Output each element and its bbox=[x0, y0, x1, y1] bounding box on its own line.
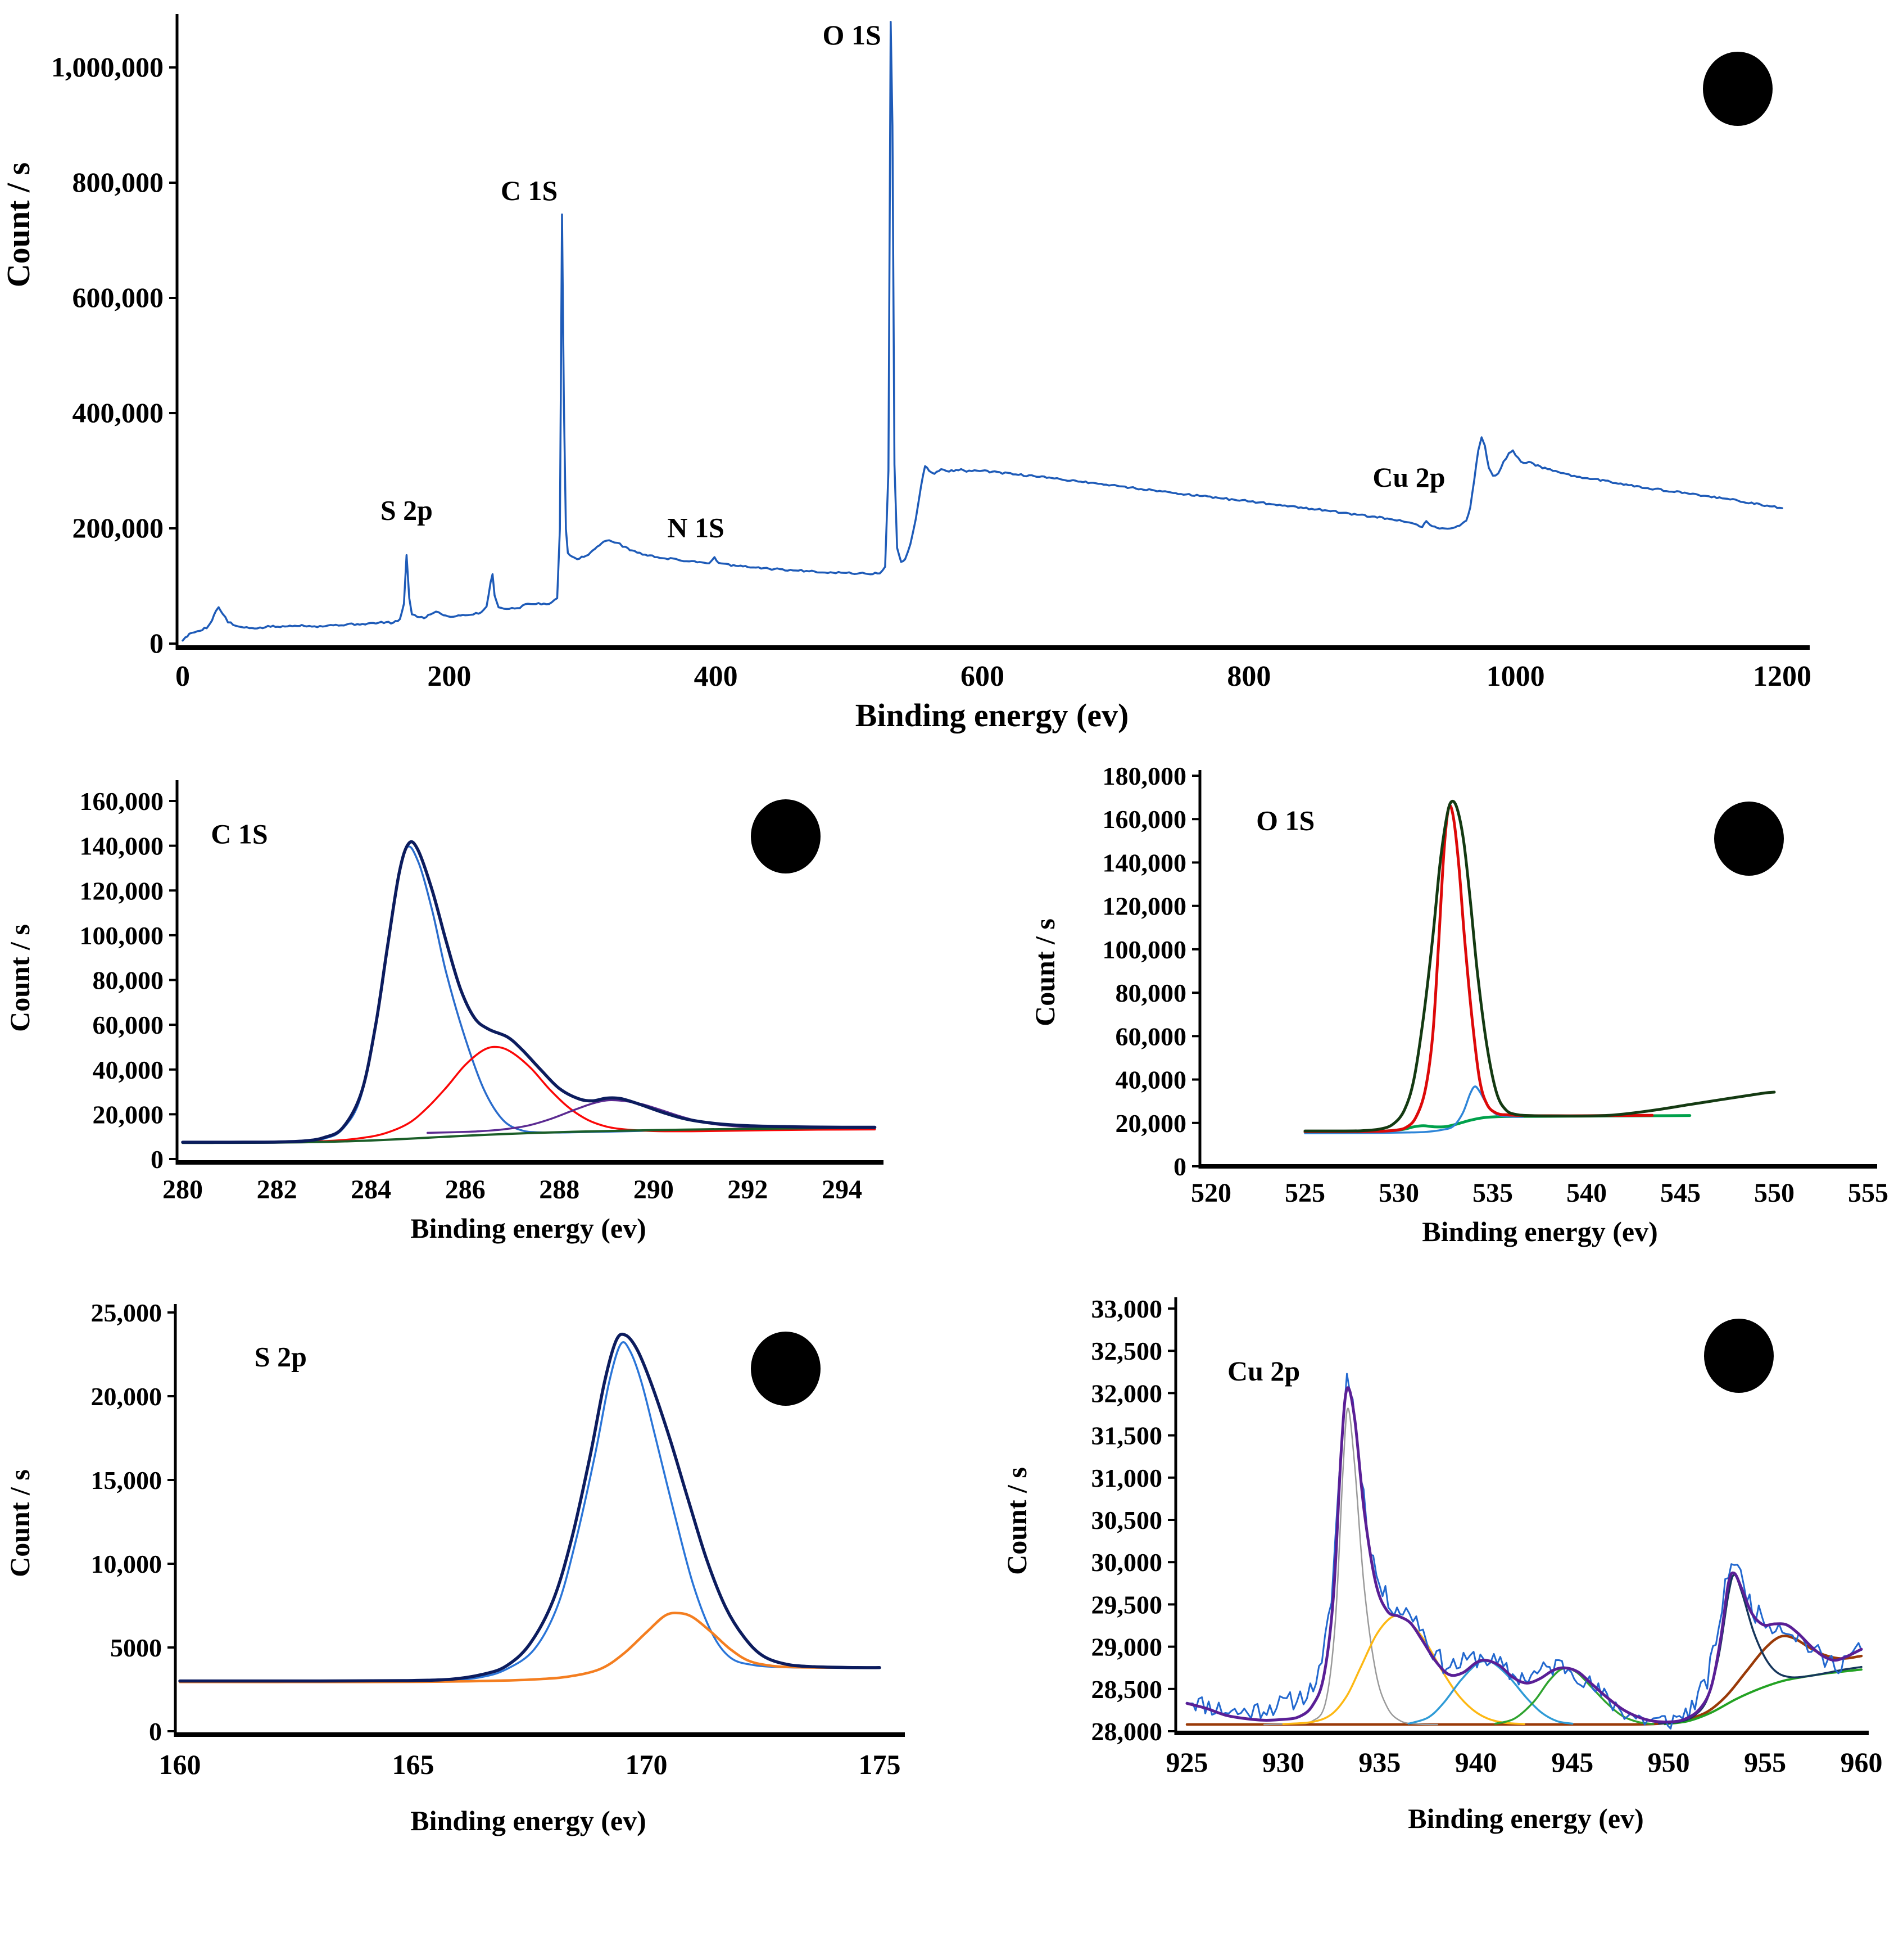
panel-d-badge-letter: D bbox=[764, 1337, 807, 1402]
panel-a-xtick-2: 400 bbox=[694, 660, 738, 692]
panel-e-ytick-6: 31,000 bbox=[1091, 1463, 1162, 1492]
panel-e-xtick-0: 925 bbox=[1166, 1746, 1208, 1778]
panel-d-ytick-2: 10,000 bbox=[90, 1550, 162, 1578]
panel-c-ytick-4: 80,000 bbox=[1115, 979, 1186, 1008]
panel-a-xtick-6: 1200 bbox=[1753, 660, 1811, 692]
panel-o1s-spectrum bbox=[944, 748, 1894, 1287]
panel-a-ytick-3: 600,000 bbox=[72, 282, 164, 313]
panel-c-xtick-1: 525 bbox=[1285, 1178, 1325, 1208]
panel-a-xtick-0: 0 bbox=[175, 660, 190, 692]
panel-c-ytick-7: 140,000 bbox=[1102, 848, 1186, 877]
panel-b-ylabel: Count / s bbox=[4, 924, 35, 1032]
panel-c-xtick-3: 535 bbox=[1472, 1178, 1513, 1208]
panel-c-ytick-1: 20,000 bbox=[1115, 1108, 1186, 1138]
panel-e-xtick-6: 955 bbox=[1744, 1746, 1787, 1778]
panel-a-annotation-4: Cu 2p bbox=[1372, 461, 1446, 494]
panel-e-annotation-0: Cu 2p bbox=[1227, 1355, 1301, 1387]
panel-e-series-fit-component-yellow bbox=[1283, 1616, 1524, 1724]
panel-a-xtick-5: 1000 bbox=[1486, 660, 1545, 692]
panel-b-xlabel: Binding energy (ev) bbox=[410, 1212, 646, 1244]
panel-e-series-raw-data-blue bbox=[1187, 1374, 1861, 1728]
panel-d-xtick-3: 175 bbox=[858, 1749, 901, 1780]
panel-a-ylabel: Count / s bbox=[0, 162, 37, 288]
panel-a-annotation-2: N 1S bbox=[667, 511, 724, 544]
panel-e-ytick-3: 29,500 bbox=[1091, 1590, 1162, 1619]
panel-c-annotation-0: O 1S bbox=[1256, 804, 1315, 836]
panel-a-ytick-1: 200,000 bbox=[72, 512, 164, 544]
panel-d-ytick-0: 0 bbox=[149, 1717, 162, 1746]
panel-d-ytick-1: 5000 bbox=[110, 1633, 162, 1662]
panel-a-annotation-0: S 2p bbox=[380, 494, 433, 526]
panel-c-series-fit-component-red bbox=[1305, 805, 1652, 1131]
panel-e-series-fit-component-cyan bbox=[1408, 1661, 1572, 1723]
panel-b-xtick-7: 294 bbox=[822, 1175, 862, 1205]
panel-a-annotation-3: O 1S bbox=[822, 19, 881, 51]
panel-c-xtick-6: 550 bbox=[1754, 1178, 1795, 1208]
panel-b-ytick-3: 60,000 bbox=[92, 1011, 164, 1040]
panel-b-chart bbox=[0, 748, 944, 1287]
panel-b-xtick-0: 280 bbox=[162, 1175, 203, 1205]
panel-b-badge-letter: B bbox=[766, 805, 805, 870]
panel-d-xlabel: Binding energy (ev) bbox=[410, 1805, 646, 1836]
panel-e-ytick-0: 28,000 bbox=[1091, 1717, 1162, 1746]
panel-a-xtick-4: 800 bbox=[1227, 660, 1271, 692]
panel-e-xtick-7: 960 bbox=[1840, 1746, 1883, 1778]
panel-d-ylabel: Count / s bbox=[4, 1469, 35, 1577]
panel-b-ytick-6: 120,000 bbox=[79, 876, 164, 906]
panel-c-xlabel: Binding energy (ev) bbox=[1422, 1216, 1658, 1247]
panel-e-xtick-1: 930 bbox=[1262, 1746, 1304, 1778]
panel-b-ytick-2: 40,000 bbox=[92, 1055, 164, 1084]
panel-c-xtick-4: 540 bbox=[1566, 1178, 1607, 1208]
panel-b-series-envelope-navy bbox=[183, 842, 875, 1143]
panel-b-ytick-7: 140,000 bbox=[79, 831, 164, 861]
panel-a-xtick-3: 600 bbox=[960, 660, 1004, 692]
panel-c-chart bbox=[944, 748, 1894, 1287]
panel-b-ytick-8: 160,000 bbox=[79, 787, 164, 816]
panel-s2p-spectrum bbox=[0, 1287, 944, 1960]
panel-c-ytick-8: 160,000 bbox=[1102, 805, 1186, 834]
panel-c-ylabel: Count / s bbox=[1029, 918, 1061, 1026]
panel-b-xtick-2: 284 bbox=[351, 1175, 392, 1205]
panel-d-chart bbox=[0, 1287, 944, 1960]
panel-a-chart bbox=[0, 0, 1894, 748]
panel-c-ytick-5: 100,000 bbox=[1102, 935, 1186, 964]
panel-b-series-fit-component-blue bbox=[183, 847, 875, 1143]
panel-d-series-fit-component-orange bbox=[180, 1613, 880, 1682]
panel-e-chart bbox=[944, 1287, 1894, 1960]
panel-e-xtick-2: 935 bbox=[1358, 1746, 1401, 1778]
panel-b-ytick-4: 80,000 bbox=[92, 966, 164, 995]
panel-a-ytick-4: 800,000 bbox=[72, 166, 164, 198]
panel-b-ytick-1: 20,000 bbox=[92, 1100, 164, 1129]
panel-b-xtick-4: 288 bbox=[539, 1175, 580, 1205]
panel-b-ytick-5: 100,000 bbox=[79, 921, 164, 950]
panel-e-ylabel: Count / s bbox=[1001, 1467, 1032, 1575]
panel-e-ytick-7: 31,500 bbox=[1091, 1421, 1162, 1450]
panel-b-xtick-5: 290 bbox=[633, 1175, 674, 1205]
panel-a-annotation-1: C 1S bbox=[500, 174, 558, 206]
panel-b-xtick-6: 292 bbox=[727, 1175, 768, 1205]
panel-e-series-fit-component-green bbox=[1496, 1668, 1653, 1724]
panel-e-ytick-8: 32,000 bbox=[1091, 1379, 1162, 1408]
panel-a-badge-letter: A bbox=[1716, 57, 1759, 122]
panel-a-series-survey-spectrum bbox=[183, 22, 1782, 641]
panel-e-ytick-10: 33,000 bbox=[1091, 1294, 1162, 1323]
panel-e-series-envelope-purple bbox=[1187, 1388, 1861, 1722]
panel-a-ytick-0: 0 bbox=[149, 627, 164, 659]
panel-e-ytick-1: 28,500 bbox=[1091, 1674, 1162, 1704]
panel-a-ytick-2: 400,000 bbox=[72, 397, 164, 428]
panel-d-ytick-4: 20,000 bbox=[90, 1382, 162, 1411]
panel-c-ytick-3: 60,000 bbox=[1115, 1022, 1186, 1051]
panel-d-xtick-0: 160 bbox=[158, 1749, 201, 1780]
panel-c-ytick-9: 180,000 bbox=[1102, 762, 1186, 790]
panel-c-xtick-5: 545 bbox=[1660, 1178, 1701, 1208]
panel-e-ytick-2: 29,000 bbox=[1091, 1632, 1162, 1662]
panel-e-series-fit-component-gray bbox=[1264, 1408, 1438, 1724]
panel-c-series-envelope-dark-green bbox=[1305, 801, 1774, 1131]
panel-c-ytick-0: 0 bbox=[1173, 1152, 1186, 1181]
panel-e-ytick-5: 30,500 bbox=[1091, 1506, 1162, 1534]
panel-cu2p-spectrum bbox=[944, 1287, 1894, 1960]
panel-e-badge-letter: E bbox=[1719, 1324, 1759, 1389]
panel-d-xtick-1: 165 bbox=[392, 1749, 434, 1780]
panel-d-annotation-0: S 2p bbox=[254, 1341, 307, 1373]
panel-a-xtick-1: 200 bbox=[427, 660, 472, 692]
panel-b-xtick-3: 286 bbox=[445, 1175, 486, 1205]
panel-d-xtick-2: 170 bbox=[625, 1749, 668, 1780]
panel-e-ytick-4: 30,000 bbox=[1091, 1548, 1162, 1577]
panel-b-xtick-1: 282 bbox=[256, 1175, 297, 1205]
panel-d-ytick-3: 15,000 bbox=[90, 1466, 162, 1495]
panel-a-ytick-5: 1,000,000 bbox=[51, 51, 164, 83]
panel-c-xtick-7: 555 bbox=[1848, 1178, 1888, 1208]
panel-survey-spectrum bbox=[0, 0, 1894, 748]
panel-c-badge-letter: C bbox=[1728, 807, 1770, 872]
panel-e-xtick-5: 950 bbox=[1647, 1746, 1690, 1778]
panel-a-xlabel: Binding energy (ev) bbox=[855, 697, 1129, 734]
panel-c-xtick-2: 530 bbox=[1379, 1178, 1419, 1208]
panel-c-ytick-2: 40,000 bbox=[1115, 1065, 1186, 1094]
panel-e-xtick-3: 940 bbox=[1455, 1746, 1497, 1778]
panel-e-xlabel: Binding energy (ev) bbox=[1408, 1803, 1644, 1834]
panel-e-ytick-9: 32,500 bbox=[1091, 1337, 1162, 1366]
panel-b-annotation-0: C 1S bbox=[211, 818, 268, 850]
panel-d-ytick-5: 25,000 bbox=[90, 1298, 162, 1327]
panel-c-ytick-6: 120,000 bbox=[1102, 891, 1186, 921]
panel-c-xtick-0: 520 bbox=[1191, 1178, 1231, 1208]
panel-c1s-spectrum bbox=[0, 748, 944, 1287]
panel-e-xtick-4: 945 bbox=[1551, 1746, 1594, 1778]
panel-e-series-fit-component-navy bbox=[1659, 1575, 1861, 1724]
panel-b-ytick-0: 0 bbox=[151, 1145, 164, 1174]
